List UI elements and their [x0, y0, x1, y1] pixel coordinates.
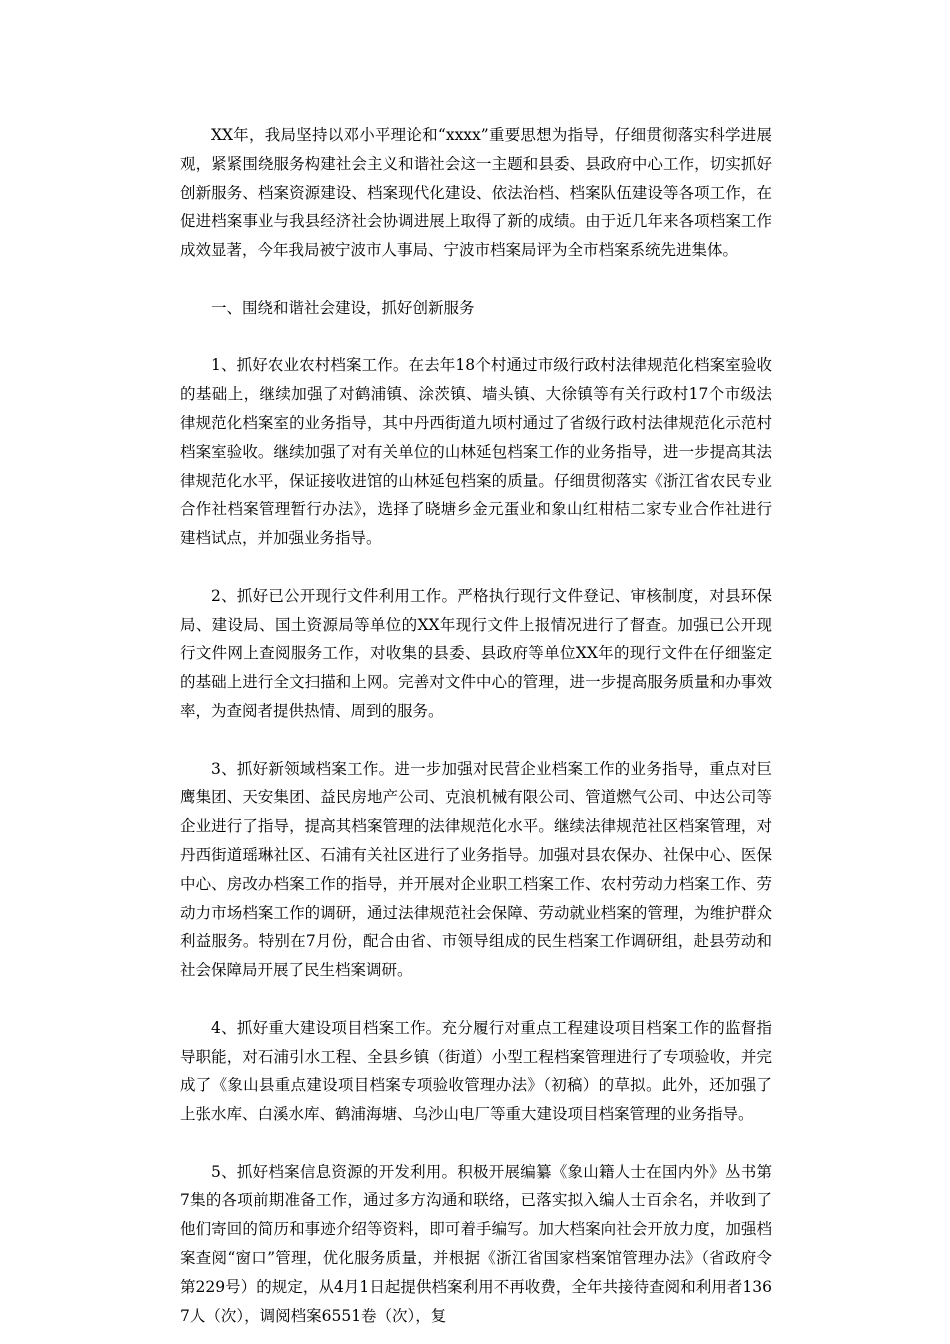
item-paragraph-5: 5、抓好档案信息资源的开发利用。积极开展编纂《象山籍人士在国内外》丛书第7集的各项前期准备工作，通过多方沟通和联络，已落实拟入编人士百余名，并收到了他们寄回的简历和事迹介绍等资料，即可着手编写。加大档案向社会开放力度，加强档案查阅“窗口”管理，优化服务质量，并根据《浙江省国家档案馆管理办法》（省政府令第229号）的规定，从4月1日起提供档案利用不再收费，全年共接待查阅和利用者1367人（次），调阅档案6551卷（次），复	[180, 1162, 772, 1325]
intro-paragraph: XX年，我局坚持以邓小平理论和“xxxx”重要思想为指导，仔细贯彻落实科学进展观，紧紧围绕服务构建社会主义和谐社会这一主题和县委、县政府中心工作，切实抓好创新服务、档案资源建设、档案现代化建设、依法治档、档案队伍建设等各项工作，在促进档案事业与我县经济社会协调进展上取得了新的成绩。由于近几年来各项档案工作成效显著，今年我局被宁波市人事局、宁波市档案局评为全市档案系统先进集体。	[180, 126, 772, 260]
section-heading-1: 一、围绕和谐社会建设，抓好创新服务	[211, 298, 475, 317]
item-paragraph-4: 4、抓好重大建设项目档案工作。充分履行对重点工程建设项目档案工作的监督指导职能，对石浦引水工程、全县乡镇（街道）小型工程档案管理进行了专项验收，并完成了《象山县重点建设项目档案专项验收管理办法》（初稿）的草拟。此外，还加强了上张水库、白溪水库、鹤浦海塘、乌沙山电厂等重大建设项目档案管理的业务指导。	[180, 1018, 772, 1124]
item-paragraph-2: 2、抓好已公开现行文件利用工作。严格执行现行文件登记、审核制度，对县环保局、建设局、国土资源局等单位的XX年现行文件上报情况进行了督查。加强已公开现行文件网上查阅服务工作，对收集的县委、县政府等单位XX年的现行文件在仔细鉴定的基础上进行全文扫描和上网。完善对文件中心的管理，进一步提高服务质量和办事效率，为查阅者提供热情、周到的服务。	[180, 586, 772, 720]
item-paragraph-1: 1、抓好农业农村档案工作。在去年18个村通过市级行政村法律规范化档案室验收的基础上，继续加强了对鹤浦镇、涂茨镇、墙头镇、大徐镇等有关行政村17个市级法律规范化档案室的业务指导，其中丹西街道九顷村通过了省级行政村法律规范化示范村档案室验收。继续加强了对有关单位的山林延包档案工作的业务指导，进一步提高其法律规范化水平，保证接收进馆的山林延包档案的质量。仔细贯彻落实《浙江省农民专业合作社档案管理暂行办法》，选择了晓塘乡金元蛋业和象山红柑桔二家专业合作社进行建档试点，并加强业务指导。	[180, 356, 772, 548]
item-paragraph-3: 3、抓好新领域档案工作。进一步加强对民营企业档案工作的业务指导，重点对巨鹰集团、天安集团、益民房地产公司、克浪机械有限公司、管道燃气公司、中达公司等企业进行了指导，提高其档案管理的法律规范化水平。继续法律规范社区档案管理，对丹西街道瑶琳社区、石浦有关社区进行了业务指导。加强对县农保办、社保中心、医保中心、房改办档案工作的指导，并开展对企业职工档案工作、农村劳动力档案工作、劳动力市场档案工作的调研，通过法律规范社会保障、劳动就业档案的管理，为维护群众利益服务。特别在7月份，配合由省、市领导组成的民生档案工作调研组，赴县劳动和社会保障局开展了民生档案调研。	[180, 759, 772, 980]
document-body	[180, 121, 772, 1330]
